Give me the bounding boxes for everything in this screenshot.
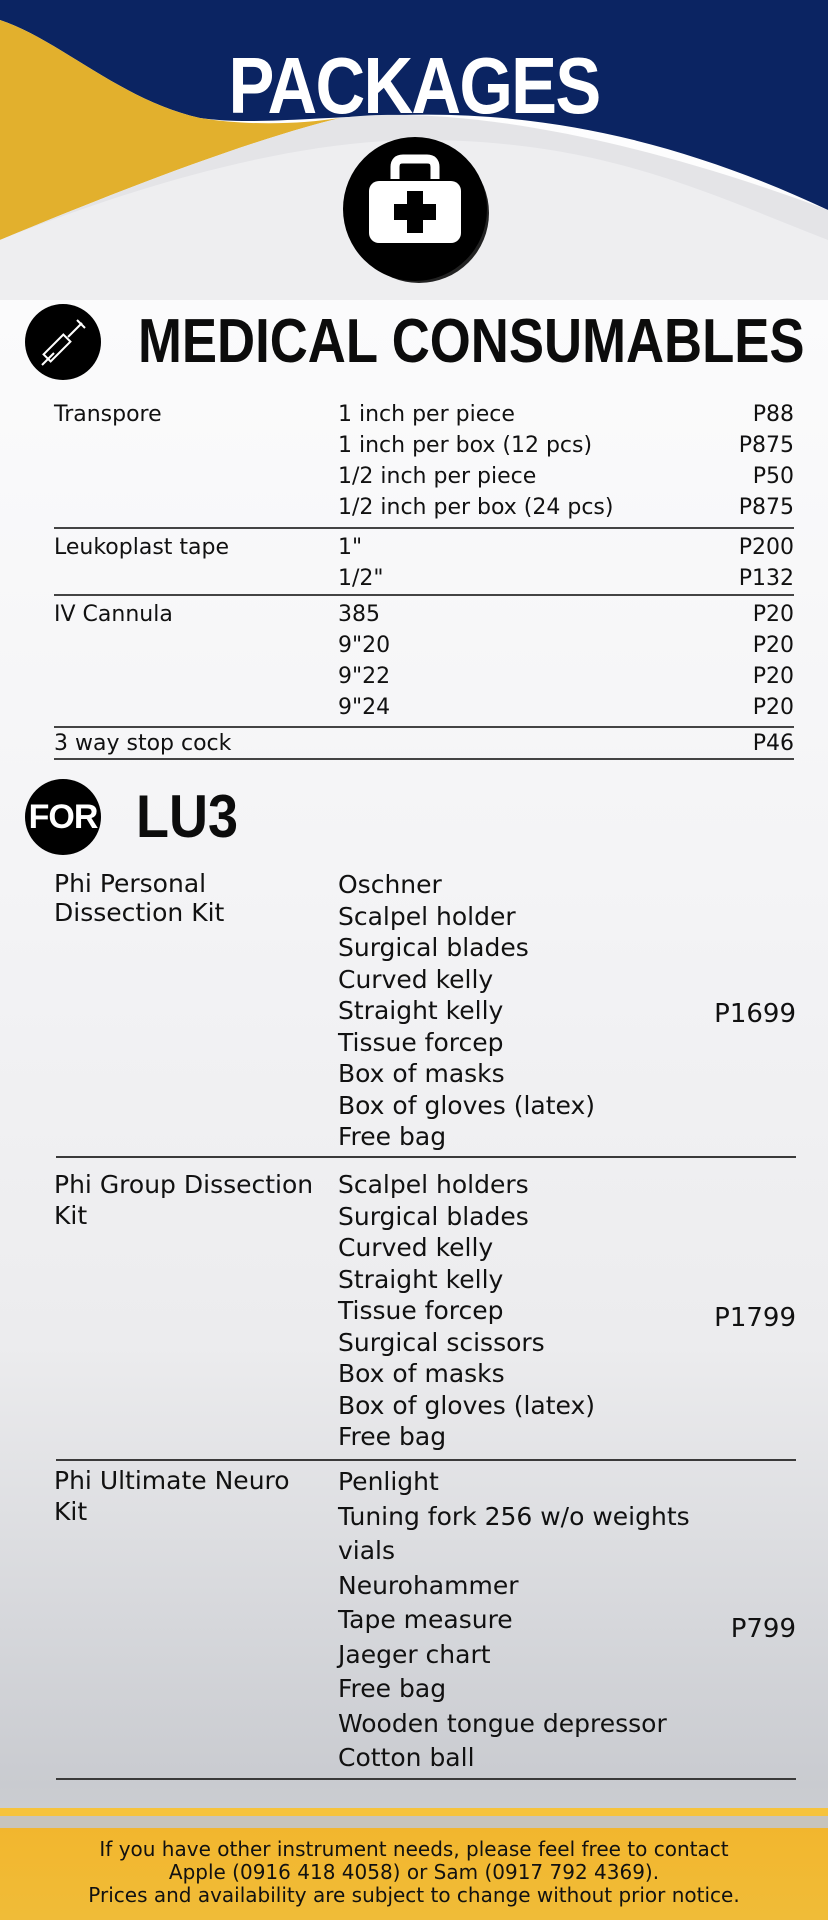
table-row <box>54 599 794 723</box>
price: P88 <box>752 402 794 427</box>
variant: 1/2 inch per box (24 pcs) <box>338 495 614 520</box>
lu3-title: LU3 <box>136 783 239 850</box>
kit-item: Straight kelly <box>338 996 504 1025</box>
footer-stripe <box>0 1808 828 1816</box>
kit-row <box>54 1169 794 1451</box>
kit-item: Straight kelly <box>338 1264 504 1294</box>
divider <box>56 1459 796 1461</box>
kit-item: Box of masks <box>338 1059 505 1088</box>
divider <box>56 1156 796 1158</box>
kit-item: Free bag <box>338 1422 447 1451</box>
table-row <box>54 532 794 594</box>
divider <box>56 1778 796 1780</box>
kit-item: Surgical scissors <box>338 1327 545 1357</box>
kit-item: Free bag <box>338 1122 447 1151</box>
variant: 9"24 <box>338 695 391 720</box>
kit-item: Tape measure <box>338 1605 513 1634</box>
kit-item: vials <box>338 1536 396 1565</box>
price: P46 <box>752 731 794 756</box>
kit-item: Curved kelly <box>338 1233 494 1262</box>
footer-disclaimer: Prices and availability are subject to change without prior notice. <box>88 1883 740 1907</box>
product-name: Transpore <box>54 402 162 427</box>
divider <box>54 758 794 760</box>
table-row <box>54 728 794 759</box>
for-badge: FOR <box>28 797 98 836</box>
kit-item: Penlight <box>338 1467 439 1496</box>
variant: 1/2 inch per piece <box>338 464 537 489</box>
variant: 1 inch per box (12 pcs) <box>338 433 593 458</box>
variant: 1/2" <box>338 566 384 591</box>
divider <box>54 527 794 529</box>
consumables-title: MEDICAL CONSUMABLES <box>138 307 805 376</box>
price: P20 <box>752 695 794 720</box>
kit-item: Tissue forcep <box>338 1027 504 1057</box>
product-name: 3 way stop cock <box>54 731 232 756</box>
kit-item: Jaeger chart <box>338 1639 491 1669</box>
kit-item: Tissue forcep <box>338 1296 504 1325</box>
kit-name: Phi Ultimate Neuro Kit <box>54 1466 290 1526</box>
price: P200 <box>738 535 794 560</box>
kit-price: P1699 <box>714 999 796 1029</box>
footer-band <box>0 1816 828 1828</box>
price: P875 <box>738 433 794 458</box>
variant: 1 inch per piece <box>338 402 515 427</box>
product-name: IV Cannula <box>54 602 173 627</box>
variant: 9"22 <box>338 664 391 689</box>
product-name: Leukoplast tape <box>54 535 230 560</box>
price: P20 <box>752 633 794 658</box>
variant: 385 <box>338 602 380 627</box>
kit-item: Surgical blades <box>338 1201 529 1231</box>
medical-kit-icon <box>339 133 491 285</box>
kit-name: Phi Group Dissection Kit <box>54 1170 314 1230</box>
kit-item: Box of gloves (latex) <box>338 1390 596 1420</box>
kit-name: Phi Personal Dissection Kit <box>54 869 225 927</box>
kit-item: Scalpel holders <box>338 1170 529 1199</box>
kit-item: Scalpel holder <box>338 901 516 931</box>
kit-item: Surgical blades <box>338 933 529 962</box>
footer-notice <box>0 1838 828 1907</box>
divider <box>54 594 794 596</box>
price: P50 <box>752 464 794 489</box>
syringe-icon <box>24 303 102 381</box>
kit-item: Curved kelly <box>338 964 494 994</box>
footer-contact: Apple (0916 418 4058) or Sam (0917 792 4369). <box>168 1860 660 1884</box>
price: P875 <box>738 495 794 520</box>
table-row <box>54 399 794 523</box>
kit-row <box>54 1465 794 1770</box>
variant: 1" <box>338 535 363 560</box>
variant: 9"20 <box>338 633 391 658</box>
price: P132 <box>738 566 794 591</box>
kit-price: P799 <box>730 1614 796 1644</box>
kit-item: Neurohammer <box>338 1570 519 1600</box>
kit-price: P1799 <box>714 1303 796 1333</box>
kit-row <box>54 869 794 1151</box>
kit-item: Box of masks <box>338 1359 505 1388</box>
price: P20 <box>752 602 794 627</box>
footer-line: If you have other instrument needs, please feel free to contact <box>99 1837 729 1861</box>
kit-item: Wooden tongue depressor <box>338 1708 667 1738</box>
price: P20 <box>752 664 794 689</box>
kit-item: Free bag <box>338 1674 447 1703</box>
kit-item: Box of gloves (latex) <box>338 1090 596 1120</box>
kit-item: Cotton ball <box>338 1743 475 1772</box>
page-title: PACKAGES <box>228 41 600 130</box>
kit-item: Tuning fork 256 w/o weights <box>338 1501 690 1531</box>
kit-item: Oschner <box>338 870 442 899</box>
